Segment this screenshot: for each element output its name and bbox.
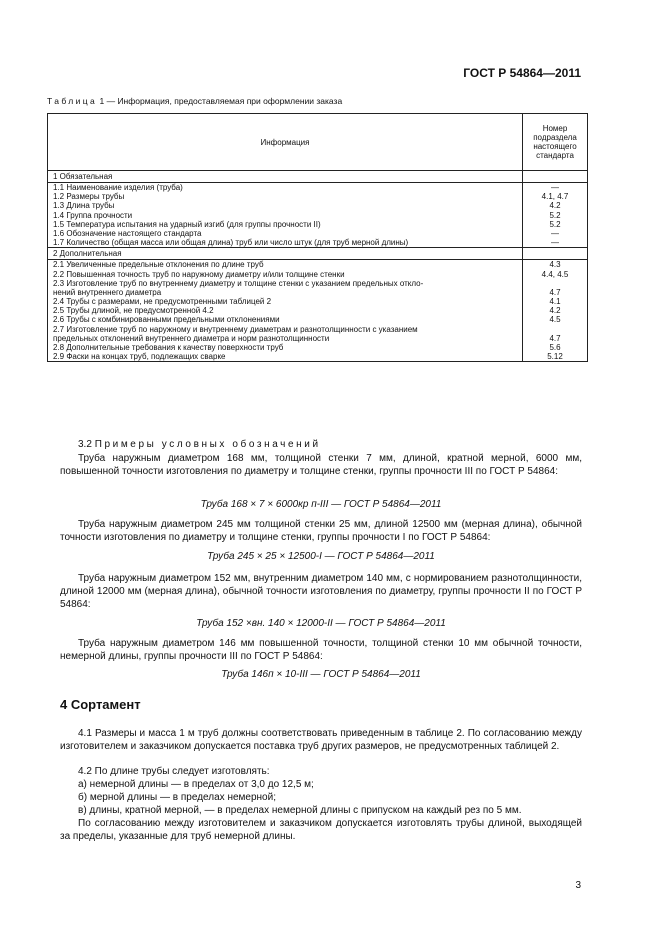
table-row: 2.2 Повышенная точность труб по наружному диаметру и/или толщине стенки — [53, 269, 345, 279]
section-items — [48, 183, 523, 248]
table-row: 1.4 Группа прочности — [53, 210, 133, 220]
section-nums — [523, 183, 588, 248]
list-item-v: в) длины, кратной мерной, — в пределах немерной длины с припуском на каждый рез по 5 мм. — [78, 805, 522, 816]
row-num: 4.5 — [549, 315, 561, 325]
table-row: 1.7 Количество (общая масса или общая длина) труб или число штук (для труб мерной длины) — [53, 238, 409, 248]
info-table — [47, 113, 588, 362]
example-3-text: Труба наружным диаметром 152 мм, внутренним диаметром 140 мм, с нормированием разнотолщинности, длиной 12000 мм (мерная длина), обычной точности изготовления по диаметру, группы прочности II по ГОСТ Р 54864: — [60, 573, 582, 610]
table-caption-text: 1 — Информация, предоставляемая при оформлении заказа — [97, 96, 343, 106]
table-row: 1.1 Наименование изделия (труба) — [53, 183, 183, 192]
table-row: 1.5 Температура испытания на ударный изгиб (для группы прочности II) — [53, 219, 321, 229]
example-3-code: Труба 152 ×вн. 140 × 12000-II — ГОСТ Р 54864—2011 — [196, 618, 446, 629]
table-row: 2.4 Трубы с размерами, не предусмотренными таблицей 2 — [53, 297, 272, 307]
row-num: 4.1, 4.7 — [541, 192, 569, 202]
example-1-code: Труба 168 × 7 × 6000кр п-III — ГОСТ Р 54864—2011 — [200, 499, 442, 510]
example-2-text: Труба наружным диаметром 245 мм толщиной стенки 25 мм, длиной 12500 мм (мерная длина), обычной точности изготовления по диаметру и толщине стенки, группы прочности I по ГОСТ Р 54864: — [60, 519, 582, 543]
table-row: 2.6 Трубы с комбинированными предельными отклонениями — [53, 315, 280, 325]
row-num: 5.2 — [549, 210, 561, 220]
table-row: 2.1 Увеличенные предельные отклонения по длине труб — [53, 260, 264, 270]
table-row: 2.8 Дополнительные требования к качеству поверхности труб — [53, 343, 284, 352]
example-4-code: Труба 146п × 10-III — ГОСТ Р 54864—2011 — [221, 669, 421, 680]
table-row: 2.9 Фаски на концах труб, подлежащих сварке — [53, 352, 226, 362]
table-row: нений внутреннего диаметра — [53, 287, 162, 297]
table-caption — [47, 96, 342, 106]
row-num: 5.2 — [549, 219, 561, 229]
table-row: 2.5 Трубы длиной, не предусмотренной 4.2 — [53, 306, 214, 316]
list-item-b: б) мерной длины — в пределах немерной; — [78, 792, 276, 803]
row-num: 4.3 — [549, 260, 561, 270]
row-num: 4.2 — [549, 201, 561, 211]
row-num — [528, 279, 582, 288]
table-row: 2.7 Изготовление труб по наружному и внутреннему диаметрам и разнотолщинности с указанием — [53, 324, 418, 334]
standard-header: ГОСТ Р 54864—2011 — [463, 66, 581, 80]
col-info-header: Информация — [48, 114, 523, 171]
row-num: 5.12 — [547, 352, 563, 362]
section-title: 1 Обязательная — [48, 171, 523, 183]
row-num: 5.6 — [549, 343, 561, 352]
example-1-text: Труба наружным диаметром 168 мм, толщиной стенки 7 мм, длиной, кратной мерной, 6000 мм, повышенной точности изготовления по диаметру и толщине стенки, группы прочности III по ГОСТ Р 54864: — [60, 453, 582, 477]
section-items — [48, 260, 523, 362]
examples-heading: 3.2 Примеры условных обозначений — [78, 439, 321, 450]
table-row: 1.6 Обозначение настоящего стандарта — [53, 228, 202, 238]
example-2-code: Труба 245 × 25 × 12500-I — ГОСТ Р 54864—2011 — [207, 551, 435, 562]
row-num: 4.7 — [549, 287, 561, 297]
row-num: — — [551, 183, 559, 192]
example-4-text: Труба наружным диаметром 146 мм повышенной точности, толщиной стенки 10 мм обычной точности, немерной длины, группы прочности III по ГОСТ Р 54864: — [60, 638, 582, 662]
para-4-1: 4.1 Размеры и масса 1 м труб должны соответствовать приведенным в таблице 2. По согласованию между изготовителем и заказчиком допускается поставка труб других размеров, не предусмотренных таблицей 2. — [60, 728, 582, 752]
table-row: предельных отклонений внутреннего диаметра и норм разнотолщинности — [53, 333, 330, 343]
row-num: — — [551, 228, 559, 238]
row-num: 4.7 — [549, 333, 561, 343]
list-item-a: а) немерной длины — в пределах от 3,0 до 12,5 м; — [78, 779, 314, 790]
para-4-2: 4.2 По длине трубы следует изготовлять: — [78, 766, 270, 777]
table-row: 2.3 Изготовление труб по внутреннему диаметру и толщине стенки с указанием предельных откло- — [53, 278, 424, 288]
row-num: 4.1 — [549, 297, 561, 307]
table-row: 1.2 Размеры трубы — [53, 192, 125, 202]
row-num — [528, 325, 582, 334]
page-number: 3 — [575, 880, 581, 891]
section-nums — [523, 260, 588, 362]
col-num-header: Номер подраздела настоящего стандарта — [523, 114, 588, 171]
row-num: 4.4, 4.5 — [541, 269, 569, 279]
para-last: По согласованию между изготовителем и заказчиком допускается изготовлять трубы длиной, выходящей за пределы, указанные для труб немерной длины. — [60, 818, 582, 842]
row-num: 4.2 — [549, 306, 561, 316]
table-caption-label: Таблица — [47, 96, 98, 106]
row-num: — — [551, 238, 559, 248]
section-4-title: 4 Сортамент — [60, 697, 141, 712]
section-title: 2 Дополнительная — [48, 248, 523, 260]
table-row: 1.3 Длина трубы — [53, 201, 115, 211]
